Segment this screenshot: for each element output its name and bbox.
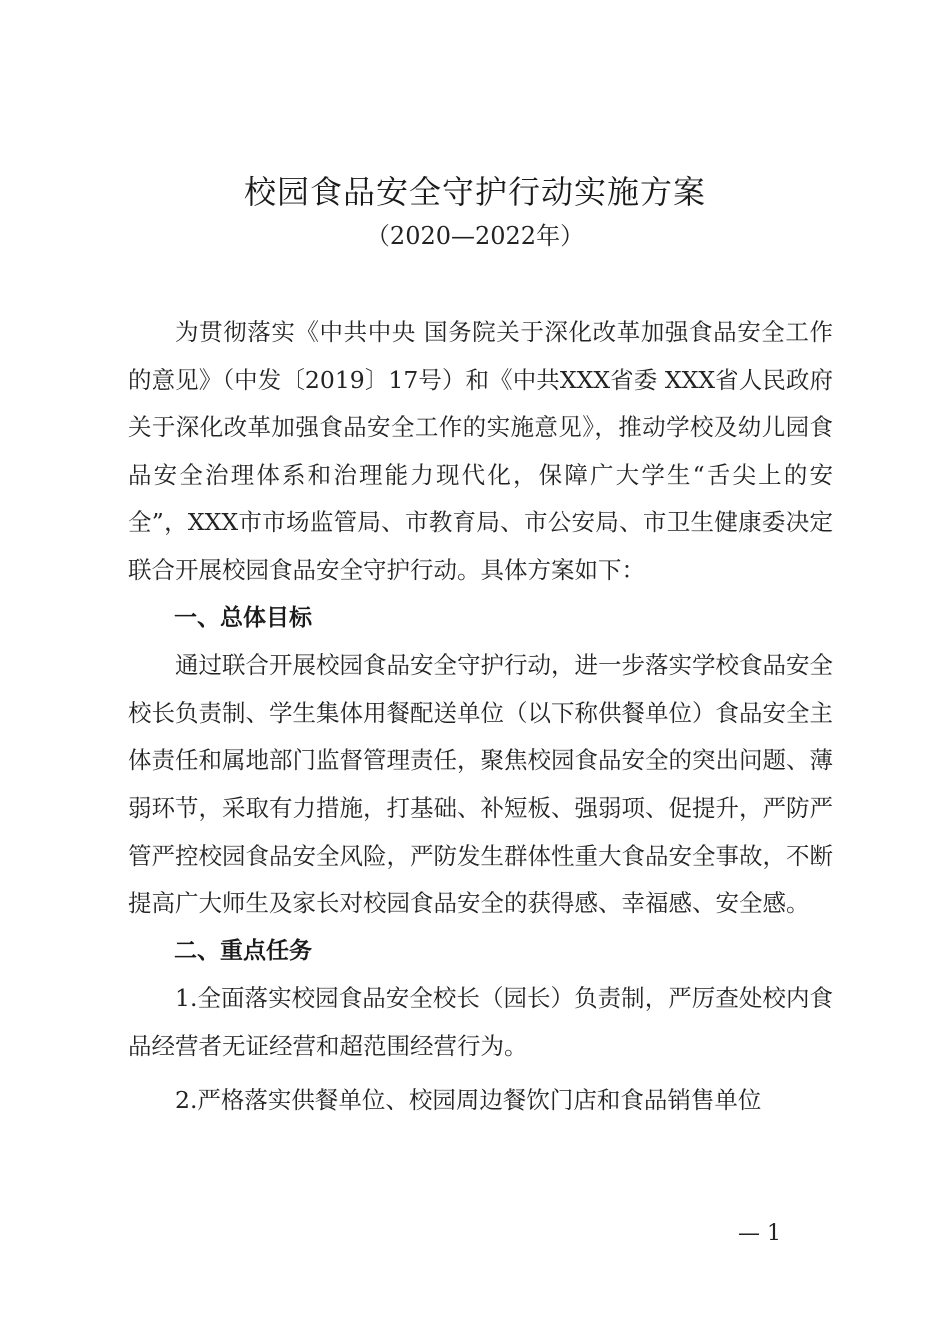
- intro-paragraph: 为贯彻落实《中共中央 国务院关于深化改革加强食品安全工作的意见》（中发〔2019〕17号）和《中共XXX省委 XXX省人民政府关于深化改革加强食品安全工作的实施意见》，推动学校及幼儿园食品安全治理体系和治理能力现代化，保障广大学生“舌尖上的安全”，XXX市市场监管局、市教育局、市公安局、市卫生健康委决定联合开展校园食品安全守护行动。具体方案如下：: [128, 318, 833, 584]
- section-heading-goals: 一、总体目标: [174, 604, 312, 631]
- section-heading-tasks: 二、重点任务: [174, 937, 312, 964]
- document-subtitle: （2020—2022年）: [365, 222, 585, 250]
- task-item-2: 2.严格落实供餐单位、校园周边餐饮门店和食品销售单位: [175, 1085, 762, 1114]
- document-title: 校园食品安全守护行动实施方案: [243, 173, 706, 211]
- document-body: [128, 309, 833, 1124]
- goals-paragraph: 通过联合开展校园食品安全守护行动，进一步落实学校食品安全校长负责制、学生集体用餐配送单位（以下称供餐单位）食品安全主体责任和属地部门监督管理责任，聚焦校园食品安全的突出问题、薄弱环节，采取有力措施，打基础、补短板、强弱项、促提升，严防严管严控校园食品安全风险，严防发生群体性重大食品安全事故，不断提高广大师生及家长对校园食品安全的获得感、幸福感、安全感。: [128, 651, 833, 918]
- task-item-1: 1.全面落实校园食品安全校长（园长）负责制，严厉查处校内食品经营者无证经营和超范围经营行为。: [128, 984, 833, 1060]
- page-number: — 1: [738, 1221, 781, 1246]
